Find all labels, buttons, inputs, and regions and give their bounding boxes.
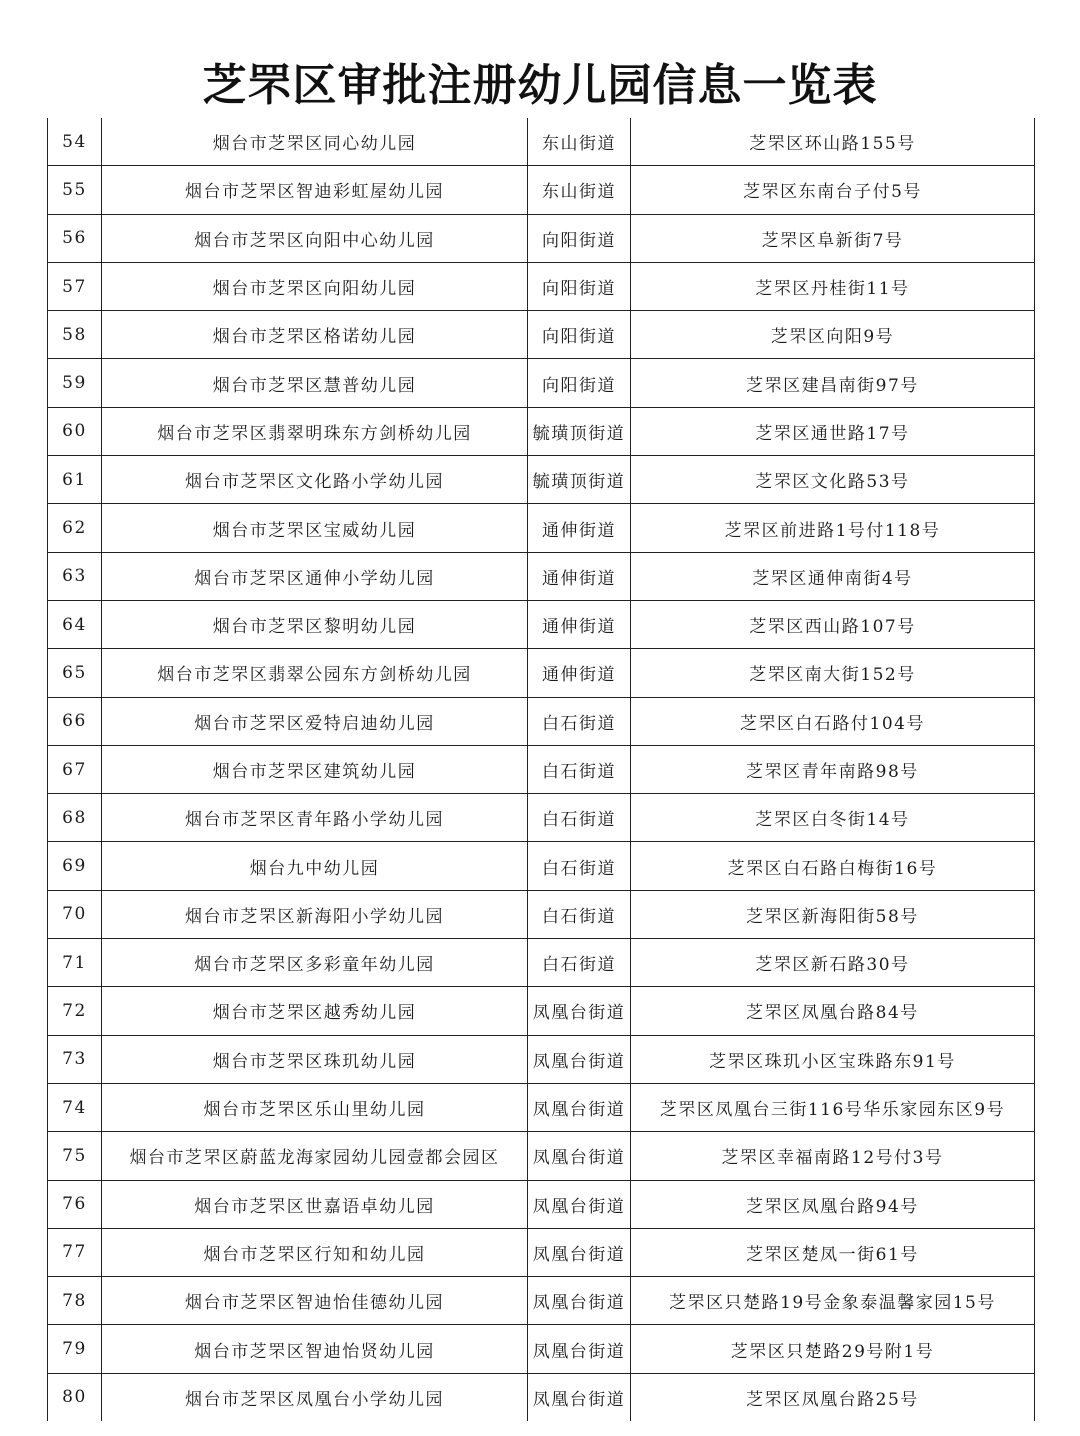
address-cell: 芝罘区青年南路98号: [631, 745, 1035, 793]
table-row: [48, 697, 1035, 745]
row-number-cell: 67: [48, 745, 102, 793]
row-number-cell: 70: [48, 890, 102, 938]
table-row: [48, 794, 1035, 842]
street-cell: 向阳街道: [528, 311, 631, 359]
kindergarten-name-cell: 烟台市芝罘区建筑幼儿园: [102, 745, 528, 793]
table-row: [48, 1180, 1035, 1228]
address-cell: 芝罘区只楚路19号金象泰温馨家园15号: [631, 1277, 1035, 1325]
row-number-cell: 74: [48, 1083, 102, 1131]
row-number-cell: 75: [48, 1132, 102, 1180]
row-number-cell: 66: [48, 697, 102, 745]
street-cell: 向阳街道: [528, 262, 631, 310]
street-cell: 白石街道: [528, 890, 631, 938]
table-row: [48, 939, 1035, 987]
row-number-cell: 72: [48, 987, 102, 1035]
address-cell: 芝罘区建昌南街97号: [631, 359, 1035, 407]
address-cell: 芝罘区白石路白梅街16号: [631, 842, 1035, 890]
address-cell: 芝罘区白石路付104号: [631, 697, 1035, 745]
street-cell: 凤凰台街道: [528, 1277, 631, 1325]
kindergarten-name-cell: 烟台市芝罘区智迪怡贤幼儿园: [102, 1325, 528, 1373]
address-cell: 芝罘区新海阳街58号: [631, 890, 1035, 938]
table-row: [48, 407, 1035, 455]
kindergarten-name-cell: 烟台市芝罘区世嘉语卓幼儿园: [102, 1180, 528, 1228]
street-cell: 凤凰台街道: [528, 1132, 631, 1180]
table-row: [48, 1132, 1035, 1180]
kindergarten-name-cell: 烟台市芝罘区通伸小学幼儿园: [102, 552, 528, 600]
kindergarten-name-cell: 烟台市芝罘区翡翠明珠东方剑桥幼儿园: [102, 407, 528, 455]
street-cell: 东山街道: [528, 166, 631, 214]
kindergarten-name-cell: 烟台市芝罘区爱特启迪幼儿园: [102, 697, 528, 745]
row-number-cell: 63: [48, 552, 102, 600]
table-row: [48, 1277, 1035, 1325]
kindergarten-name-cell: 烟台市芝罘区新海阳小学幼儿园: [102, 890, 528, 938]
table-row: [48, 262, 1035, 310]
row-number-cell: 55: [48, 166, 102, 214]
table-row: [48, 166, 1035, 214]
street-cell: 白石街道: [528, 794, 631, 842]
kindergarten-name-cell: 烟台市芝罘区翡翠公园东方剑桥幼儿园: [102, 649, 528, 697]
address-cell: 芝罘区凤凰台路84号: [631, 987, 1035, 1035]
address-cell: 芝罘区西山路107号: [631, 600, 1035, 648]
street-cell: 白石街道: [528, 745, 631, 793]
page-title: 芝罘区审批注册幼儿园信息一览表: [202, 60, 878, 111]
row-number-cell: 80: [48, 1373, 102, 1421]
street-cell: 凤凰台街道: [528, 987, 631, 1035]
row-number-cell: 79: [48, 1325, 102, 1373]
row-number-cell: 62: [48, 504, 102, 552]
kindergarten-name-cell: 烟台市芝罘区多彩童年幼儿园: [102, 939, 528, 987]
address-cell: 芝罘区南大街152号: [631, 649, 1035, 697]
kindergarten-name-cell: 烟台市芝罘区乐山里幼儿园: [102, 1083, 528, 1131]
kindergarten-name-cell: 烟台市芝罘区珠玑幼儿园: [102, 1035, 528, 1083]
address-cell: 芝罘区丹桂街11号: [631, 262, 1035, 310]
row-number-cell: 58: [48, 311, 102, 359]
kindergarten-name-cell: 烟台市芝罘区向阳幼儿园: [102, 262, 528, 310]
row-number-cell: 64: [48, 600, 102, 648]
address-cell: 芝罘区幸福南路12号付3号: [631, 1132, 1035, 1180]
kindergarten-name-cell: 烟台市芝罘区同心幼儿园: [102, 118, 528, 166]
kindergarten-name-cell: 烟台市芝罘区智迪怡佳德幼儿园: [102, 1277, 528, 1325]
street-cell: 毓璜顶街道: [528, 407, 631, 455]
row-number-cell: 77: [48, 1228, 102, 1276]
street-cell: 东山街道: [528, 118, 631, 166]
street-cell: 白石街道: [528, 842, 631, 890]
address-cell: 芝罘区凤凰台路25号: [631, 1373, 1035, 1421]
kindergarten-name-cell: 烟台市芝罘区文化路小学幼儿园: [102, 456, 528, 504]
kindergarten-name-cell: 烟台市芝罘区青年路小学幼儿园: [102, 794, 528, 842]
street-cell: 白石街道: [528, 697, 631, 745]
table-row: [48, 311, 1035, 359]
row-number-cell: 59: [48, 359, 102, 407]
address-cell: 芝罘区文化路53号: [631, 456, 1035, 504]
address-cell: 芝罘区前进路1号付118号: [631, 504, 1035, 552]
street-cell: 向阳街道: [528, 359, 631, 407]
table-row: [48, 1083, 1035, 1131]
row-number-cell: 69: [48, 842, 102, 890]
address-cell: 芝罘区环山路155号: [631, 118, 1035, 166]
street-cell: 白石街道: [528, 939, 631, 987]
street-cell: 凤凰台街道: [528, 1083, 631, 1131]
row-number-cell: 65: [48, 649, 102, 697]
kindergarten-table: [47, 118, 1035, 1421]
street-cell: 凤凰台街道: [528, 1228, 631, 1276]
kindergarten-name-cell: 烟台市芝罘区越秀幼儿园: [102, 987, 528, 1035]
address-cell: 芝罘区向阳9号: [631, 311, 1035, 359]
address-cell: 芝罘区新石路30号: [631, 939, 1035, 987]
table-row: [48, 118, 1035, 166]
table-row: [48, 504, 1035, 552]
table-row: [48, 987, 1035, 1035]
kindergarten-name-cell: 烟台市芝罘区凤凰台小学幼儿园: [102, 1373, 528, 1421]
row-number-cell: 71: [48, 939, 102, 987]
address-cell: 芝罘区只楚路29号附1号: [631, 1325, 1035, 1373]
row-number-cell: 54: [48, 118, 102, 166]
street-cell: 通伸街道: [528, 649, 631, 697]
address-cell: 芝罘区楚凤一街61号: [631, 1228, 1035, 1276]
street-cell: 凤凰台街道: [528, 1325, 631, 1373]
table-row: [48, 745, 1035, 793]
street-cell: 凤凰台街道: [528, 1373, 631, 1421]
street-cell: 通伸街道: [528, 600, 631, 648]
street-cell: 通伸街道: [528, 552, 631, 600]
address-cell: 芝罘区通伸南街4号: [631, 552, 1035, 600]
table-row: [48, 1228, 1035, 1276]
table-row: [48, 359, 1035, 407]
kindergarten-name-cell: 烟台市芝罘区格诺幼儿园: [102, 311, 528, 359]
street-cell: 凤凰台街道: [528, 1180, 631, 1228]
kindergarten-name-cell: 烟台市芝罘区向阳中心幼儿园: [102, 214, 528, 262]
kindergarten-name-cell: 烟台市芝罘区宝威幼儿园: [102, 504, 528, 552]
table-row: [48, 1373, 1035, 1421]
address-cell: 芝罘区通世路17号: [631, 407, 1035, 455]
kindergarten-name-cell: 烟台市芝罘区慧普幼儿园: [102, 359, 528, 407]
row-number-cell: 78: [48, 1277, 102, 1325]
address-cell: 芝罘区白冬街14号: [631, 794, 1035, 842]
row-number-cell: 61: [48, 456, 102, 504]
address-cell: 芝罘区凤凰台路94号: [631, 1180, 1035, 1228]
address-cell: 芝罘区凤凰台三街116号华乐家园东区9号: [631, 1083, 1035, 1131]
table-row: [48, 214, 1035, 262]
address-cell: 芝罘区东南台子付5号: [631, 166, 1035, 214]
table-row: [48, 649, 1035, 697]
table-row: [48, 1325, 1035, 1373]
kindergarten-name-cell: 烟台市芝罘区行知和幼儿园: [102, 1228, 528, 1276]
kindergarten-name-cell: 烟台市芝罘区智迪彩虹屋幼儿园: [102, 166, 528, 214]
table-row: [48, 456, 1035, 504]
row-number-cell: 57: [48, 262, 102, 310]
row-number-cell: 60: [48, 407, 102, 455]
address-cell: 芝罘区阜新街7号: [631, 214, 1035, 262]
row-number-cell: 73: [48, 1035, 102, 1083]
table-row: [48, 552, 1035, 600]
address-cell: 芝罘区珠玑小区宝珠路东91号: [631, 1035, 1035, 1083]
street-cell: 向阳街道: [528, 214, 631, 262]
kindergarten-name-cell: 烟台市芝罘区黎明幼儿园: [102, 600, 528, 648]
row-number-cell: 76: [48, 1180, 102, 1228]
table-row: [48, 842, 1035, 890]
row-number-cell: 68: [48, 794, 102, 842]
kindergarten-name-cell: 烟台九中幼儿园: [102, 842, 528, 890]
street-cell: 毓璜顶街道: [528, 456, 631, 504]
table-row: [48, 600, 1035, 648]
table-row: [48, 890, 1035, 938]
kindergarten-name-cell: 烟台市芝罘区蔚蓝龙海家园幼儿园壹都会园区: [102, 1132, 528, 1180]
street-cell: 凤凰台街道: [528, 1035, 631, 1083]
row-number-cell: 56: [48, 214, 102, 262]
street-cell: 通伸街道: [528, 504, 631, 552]
table-row: [48, 1035, 1035, 1083]
